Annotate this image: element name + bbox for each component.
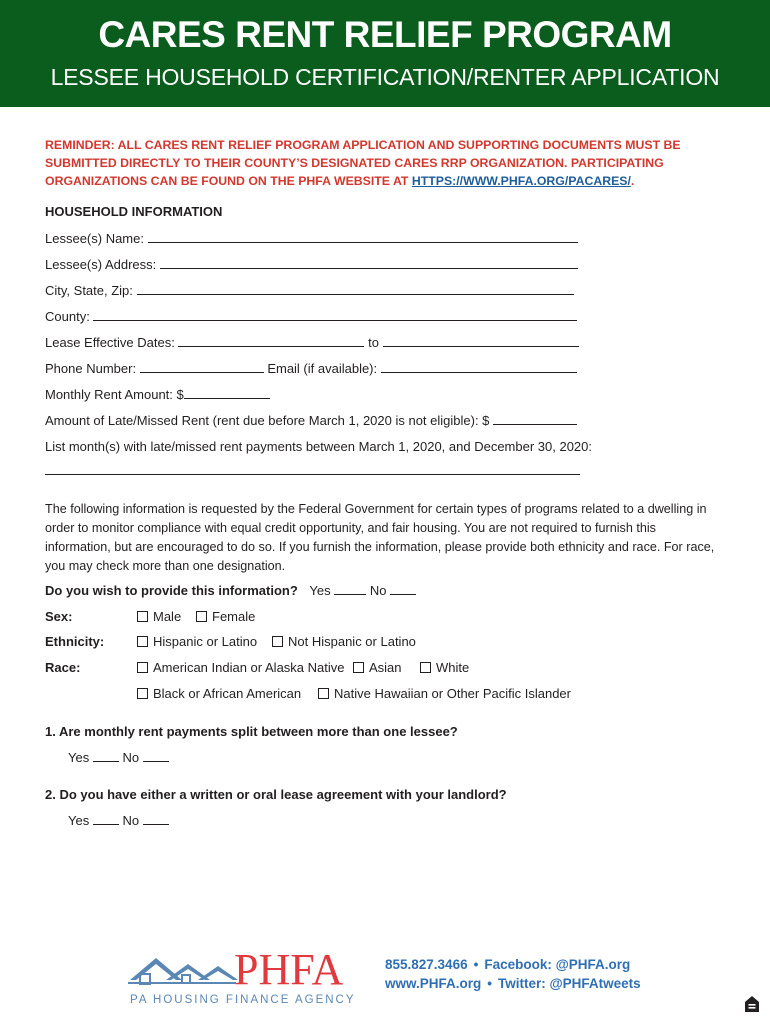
county-field[interactable] <box>93 309 577 321</box>
lease-end-field[interactable] <box>383 335 579 347</box>
phone-field[interactable] <box>140 361 264 373</box>
provide-info-no-label: No <box>369 583 387 598</box>
late-rent-label: Amount of Late/Missed Rent (rent due before March 1, 2020 is not eligible): $ <box>45 413 490 428</box>
checkbox-icon[interactable] <box>318 688 329 699</box>
race-asian-option[interactable]: Asian <box>353 660 402 675</box>
form-subtitle: LESSEE HOUSEHOLD CERTIFICATION/RENTER APPLICATION <box>50 64 720 90</box>
sex-female-option[interactable]: Female <box>196 609 255 624</box>
county-row <box>45 309 577 324</box>
monthly-rent-field[interactable] <box>184 387 270 399</box>
reminder-notice: REMINDER: ALL CARES RENT RELIEF PROGRAM APPLICATION AND SUPPORTING DOCUMENTS MUST BE SUBMITTED DIRECTLY TO THEIR COUNTY’S DESIGNATED CARES RRP ORGANIZATION. PARTICIPATING ORGANIZATIONS CAN BE FOUND ON THE PHFA WEBSITE AT HTTPS://WWW.PHFA.ORG/PACARES/. <box>45 138 681 188</box>
provide-info-yes-label: Yes <box>309 583 331 598</box>
race-white-option[interactable]: White <box>420 660 469 675</box>
question-2: 2. Do you have either a written or oral lease agreement with your landlord? <box>45 787 507 802</box>
demographics-paragraph: The following information is requested by the Federal Government for certain types of programs related to a dwelling in order to monitor compliance with equal credit opportunity, and fair housing. You are not required to furnish this information, but are encouraged to do so. If you furnish the information, please provide both ethnicity and race. For race, you may check more than one designation. <box>45 502 715 573</box>
checkbox-icon[interactable] <box>353 662 364 673</box>
lessee-name-label: Lessee(s) Name: <box>45 231 144 246</box>
phfa-tagline: PA HOUSING FINANCE AGENCY <box>130 994 356 1006</box>
lease-to-label: to <box>368 335 379 350</box>
website-link[interactable]: www.PHFA.org <box>385 976 482 991</box>
late-months-field[interactable] <box>45 463 580 475</box>
checkbox-icon[interactable] <box>420 662 431 673</box>
contact-info: 855.827.3466 • Facebook: @PHFA.org www.PHFA.org • Twitter: @PHFAtweets <box>385 957 641 991</box>
provide-info-question: Do you wish to provide this information? <box>45 583 298 598</box>
checkbox-icon[interactable] <box>137 636 148 647</box>
email-label: Email (if available): <box>267 361 378 376</box>
email-field[interactable] <box>381 361 577 373</box>
provide-info-row <box>45 583 416 598</box>
monthly-rent-label: Monthly Rent Amount: $ <box>45 387 184 402</box>
pacares-link[interactable]: HTTPS://WWW.PHFA.ORG/PACARES/ <box>411 174 631 188</box>
late-months-line <box>45 463 580 478</box>
monthly-rent-row <box>45 387 270 402</box>
form-title: CARES RENT RELIEF PROGRAM <box>98 14 672 55</box>
lease-start-field[interactable] <box>178 335 364 347</box>
race-label: Race: <box>45 660 81 675</box>
late-rent-field[interactable] <box>493 413 577 425</box>
houses-icon <box>128 958 238 984</box>
checkbox-icon[interactable] <box>137 688 148 699</box>
header-banner <box>0 0 770 107</box>
facebook-handle[interactable]: Facebook: @PHFA.org <box>484 957 631 972</box>
late-rent-row <box>45 413 577 428</box>
lease-dates-row <box>45 335 579 350</box>
phone-number[interactable]: 855.827.3466 <box>385 957 468 972</box>
question-2-yes-field[interactable] <box>93 813 119 825</box>
race-american-indian-option[interactable]: American Indian or Alaska Native <box>137 660 344 675</box>
question-1-yes-field[interactable] <box>93 750 119 762</box>
question-2-no-field[interactable] <box>143 813 169 825</box>
race-black-option[interactable]: Black or African American <box>137 686 301 701</box>
twitter-handle[interactable]: Twitter: @PHFAtweets <box>498 976 641 991</box>
checkbox-icon[interactable] <box>137 662 148 673</box>
provide-info-yes-field[interactable] <box>334 583 366 595</box>
phone-email-row <box>45 361 577 376</box>
lease-dates-label: Lease Effective Dates: <box>45 335 175 350</box>
county-label: County: <box>45 309 90 324</box>
city-state-zip-label: City, State, Zip: <box>45 283 133 298</box>
city-state-zip-row <box>45 283 574 298</box>
city-state-zip-field[interactable] <box>137 283 574 295</box>
phone-label: Phone Number: <box>45 361 137 376</box>
ethnicity-label: Ethnicity: <box>45 634 105 649</box>
question-1: 1. Are monthly rent payments split between more than one lessee? <box>45 724 458 739</box>
late-months-row <box>45 439 592 454</box>
lessee-name-field[interactable] <box>148 231 578 243</box>
late-months-label: List month(s) with late/missed rent payments between March 1, 2020, and December 30, 2020: <box>45 439 593 454</box>
question-1-no-field[interactable] <box>143 750 169 762</box>
phfa-logo <box>128 944 368 1006</box>
race-hawaiian-option[interactable]: Native Hawaiian or Other Pacific Islander <box>318 686 571 701</box>
checkbox-icon[interactable] <box>196 611 207 622</box>
lessee-address-row <box>45 257 578 272</box>
sex-label: Sex: <box>45 609 73 624</box>
phfa-logo-text: PHFA <box>234 945 344 994</box>
checkbox-icon[interactable] <box>272 636 283 647</box>
ethnicity-hispanic-option[interactable]: Hispanic or Latino <box>137 634 257 649</box>
lessee-address-label: Lessee(s) Address: <box>45 257 157 272</box>
question-1-answer: Yes No <box>68 750 169 765</box>
reminder-text: REMINDER: ALL CARES RENT RELIEF PROGRAM APPLICATION AND SUPPORTING DOCUMENTS MUST BE SUBMITTED DIRECTLY TO THEIR COUNTY’S DESIGNATED CARES RRP ORGANIZATION. PARTICIPATING ORGANIZATIONS CAN BE FOUND ON THE PHFA WEBSITE AT <box>45 138 681 188</box>
question-2-answer: Yes No <box>68 813 169 828</box>
equal-housing-icon <box>745 996 759 1012</box>
provide-info-no-field[interactable] <box>390 583 416 595</box>
checkbox-icon[interactable] <box>137 611 148 622</box>
sex-male-option[interactable]: Male <box>137 609 181 624</box>
household-heading: HOUSEHOLD INFORMATION <box>45 204 223 219</box>
lessee-address-field[interactable] <box>160 257 578 269</box>
lessee-name-row <box>45 231 578 246</box>
ethnicity-not-hispanic-option[interactable]: Not Hispanic or Latino <box>272 634 416 649</box>
